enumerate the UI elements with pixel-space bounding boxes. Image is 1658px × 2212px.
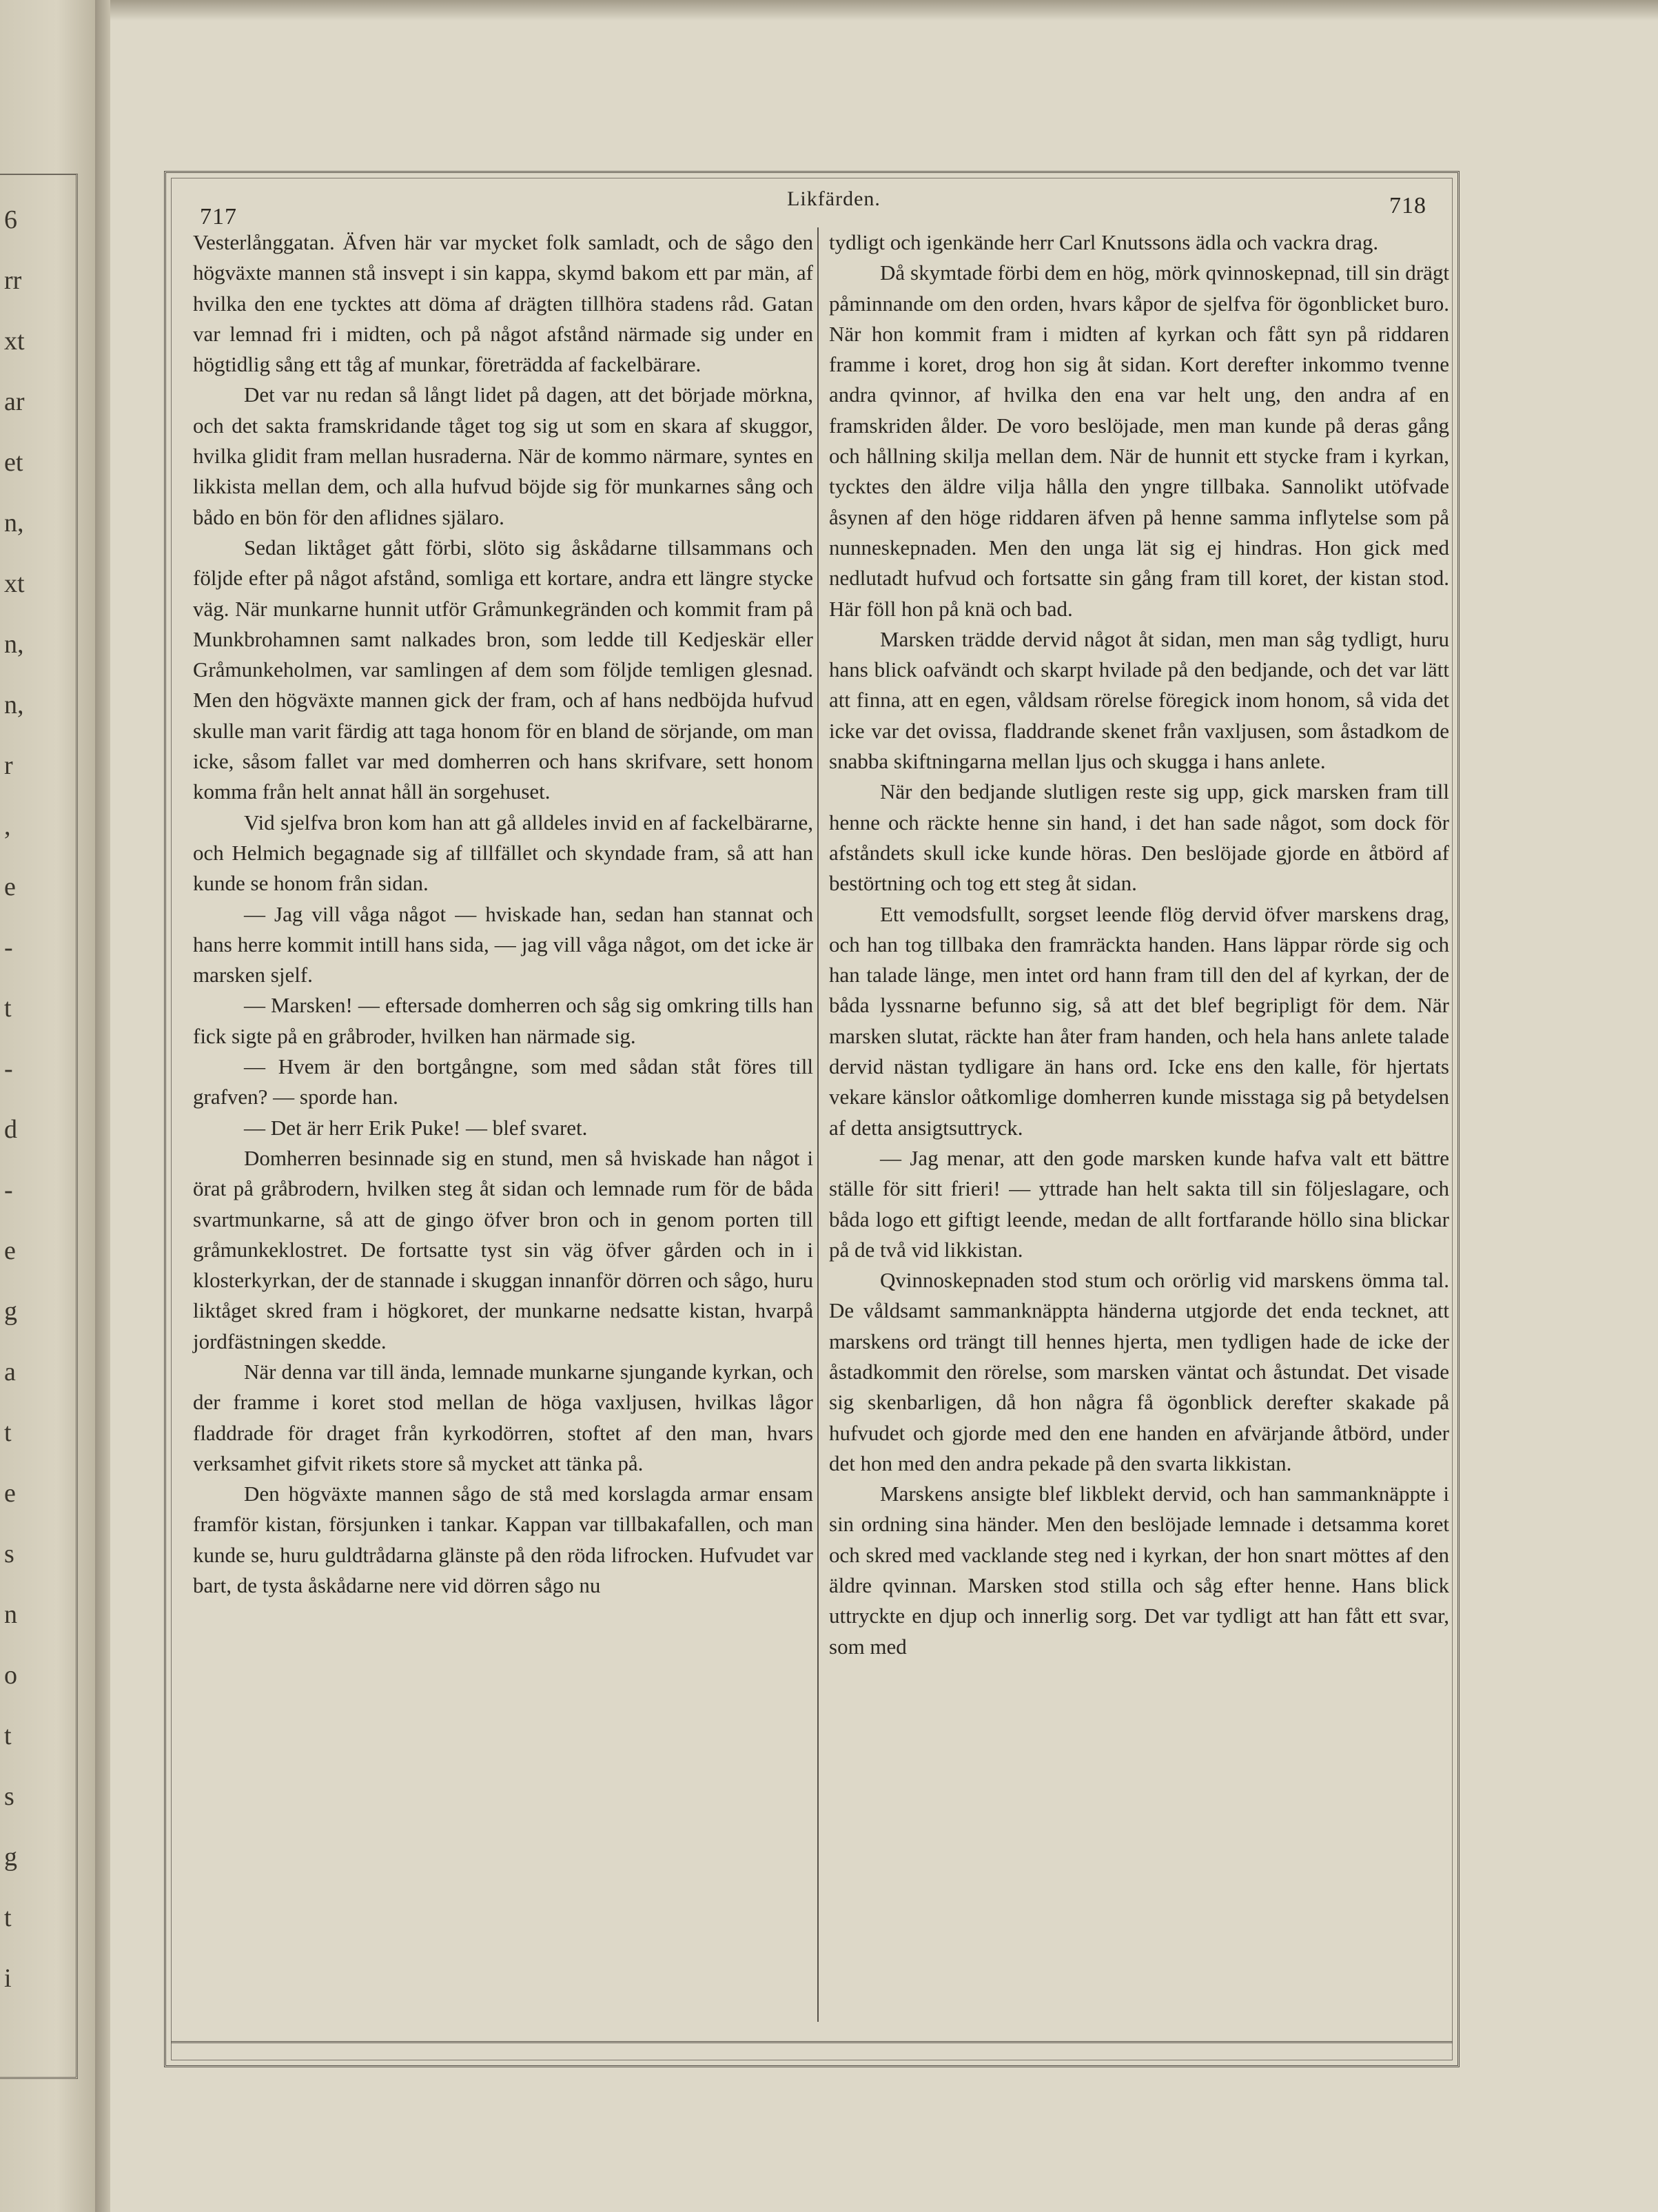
previous-page-fragment: n,: [4, 630, 24, 659]
previous-page-fragment: a: [4, 1358, 16, 1386]
previous-page-fragment: e: [4, 872, 16, 901]
previous-page-fragment: g: [4, 1297, 17, 1326]
left-page-number: 717: [200, 204, 237, 229]
previous-page-fragment: e: [4, 1236, 16, 1265]
running-title: Likfärden.: [787, 187, 881, 210]
paragraph: Qvinnoskepnaden stod stum och orörlig vid marskens ömma tal. De våldsamt sammanknäppta händerna utgjorde det enda tecknet, att marskens ord trängt till hennes hjerta, men tydligen hade de icke der åstadkommit den rörelse, som marsken väntat och åstundat. Det visade sig skenbarligen, då hon några få ögonblick derefter skakade på hufvudet och gjorde med den ene handen en afvärjande åtbörd, under det hon med den andra pekade på den svarta likkistan.: [829, 1268, 1449, 1475]
previous-page-fragment: xt: [4, 569, 25, 598]
previous-page-fragment: o: [4, 1661, 17, 1690]
bottom-rule: [171, 2041, 1453, 2043]
column-divider: [817, 227, 819, 2022]
paragraph: Sedan liktåget gått förbi, slöto sig åskådarne tillsammans och följde efter på något afstånd, somliga ett kortare, andra ett längre stycke väg. När munkarne hunnit utför Gråmunkegränden och kommit fram på Munkbrohamnen samt nalkades bron, som ledde till Kedjeskär eller Gråmunkeholmen, var samlingen af dem som följde temligen glesnad. Men den högväxte mannen gick der fram, och af hans nedböjda hufvud skulle man varit färdig att taga honom för en bland de sörjande, om man icke, såsom fallet var med domherren och hans skrifvare, sett honom komma från helt annat håll än sorgehuset.: [193, 535, 813, 804]
previous-page-fragment: t: [4, 1418, 12, 1447]
paragraph: Marskens ansigte blef likblekt dervid, och han sammanknäppte i sin ordning sina händer. Men den beslöjade lemnade i detsamma koret och skred med vacklande steg ned i kyrkan, der hon snart möttes af den äldre qvinnan. Marsken stod stilla och såg efter henne. Hans blick uttryckte en djup och innerlig sorg. Det var tydligt att han fått ett svar, som med: [829, 1482, 1449, 1659]
previous-page-fragment: s: [4, 1782, 14, 1811]
left-column: [193, 227, 813, 1601]
paragraph: Vesterlånggatan. Äfven här var mycket folk samladt, och de sågo den högväxte mannen stå insvept i sin kappa, skymd bakom ett par män, af hvilka den ene tycktes att döma af drägten tillhöra stadens råd. Gatan var lemnad fri i midten, och på något afstånd närmade sig under en högtidlig sång ett tåg af munkar, företrädda af fackelbärare.: [193, 230, 813, 377]
previous-page-fragment: ,: [4, 812, 11, 841]
paragraph: Vid sjelfva bron kom han att gå alldeles invid en af fackelbärarne, och Helmich begagnade sig af tillfället och skyndade fram, så att han kunde se honom från sidan.: [193, 810, 813, 896]
top-edge-shadow: [0, 0, 1658, 21]
paragraph: tydligt och igenkände herr Carl Knutssons ädla och vackra drag.: [829, 230, 1379, 254]
previous-page-fragment: d: [4, 1115, 17, 1144]
paragraph: Den högväxte mannen sågo de stå med korslagda armar ensam framför kistan, försjunken i tankar. Kappan var tillbakafallen, och man kunde se, huru guldtrådarna glänste på den röda lifrocken. Hufvudet var bart, de tysta åskådarne nere vid dörren sågo nu: [193, 1482, 813, 1598]
previous-page-fragment: t: [4, 1903, 12, 1932]
paragraph: När denna var till ända, lemnade munkarne sjungande kyrkan, och der framme i koret stod mellan de höga vaxljusen, hvilkas lågor fladdrade för draget från kyrkodörren, stoftet af den man, hvars verksamhet gifvit rikets store så mycket att tänka på.: [193, 1359, 813, 1475]
previous-page-fragment: n,: [4, 690, 24, 719]
previous-page-fragment: s: [4, 1539, 14, 1568]
previous-page-fragment: -: [4, 1176, 13, 1205]
right-page-number: 718: [1389, 193, 1426, 218]
previous-page-fragment: ar: [4, 387, 25, 416]
previous-page-fragment: et: [4, 448, 23, 477]
previous-page-fragment: xt: [4, 327, 25, 356]
paragraph: — Det är herr Erik Puke! — blef svaret.: [244, 1115, 588, 1140]
previous-page-fragment: n,: [4, 509, 24, 537]
book-gutter: [95, 0, 110, 2212]
paragraph: — Jag vill våga något — hviskade han, sedan han stannat och hans herre kommit intill hans sida, — jag vill våga något, om det icke är marsken sjelf.: [193, 901, 813, 987]
paragraph: — Marsken! — eftersade domherren och såg sig omkring tills han fick sigte på en gråbroder, hvilken han närmade sig.: [193, 993, 813, 1048]
previous-page-fragment: rr: [4, 266, 22, 295]
previous-page-fragment: i: [4, 1964, 12, 1993]
paragraph: Det var nu redan så långt lidet på dagen, att det började mörkna, och det sakta framskridande tåget tog sig ut som en skara af skuggor, hvilka glidit fram mellan husraderna. När de kommo närmare, syntes en likkista mellan dem, och alla hufvud böjde sig för munkarnes sång och bådo en bön för den aflidnes själaro.: [193, 382, 813, 529]
paragraph: — Jag menar, att den gode marsken kunde hafva valt ett bättre ställe för sitt frieri! — yttrade han helt sakta till sin följeslagare, och båda logo ett giftigt leende, medan de allt fortfarande höllo sina blickar på de två vid likkistan.: [829, 1145, 1449, 1262]
paragraph: När den bedjande slutligen reste sig upp, gick marsken fram till henne och räckte henne sin hand, i det han sade något, som dock för afståndets skull icke kunde höras. Den beslöjade gjorde en åtbörd af bestörtning och tog ett steg åt sidan.: [829, 779, 1449, 896]
paragraph: — Hvem är den bortgångne, som med sådan ståt föres till grafven? — sporde han.: [193, 1054, 813, 1109]
previous-page-fragment: -: [4, 1054, 13, 1083]
previous-page-fragment: -: [4, 933, 13, 962]
previous-page-edge: [0, 0, 95, 2212]
previous-page-fragment: e: [4, 1479, 16, 1508]
previous-page-fragment: r: [4, 751, 13, 780]
previous-page-fragment: t: [4, 1721, 12, 1750]
right-column: [829, 227, 1449, 1662]
paragraph: Marsken trädde dervid något åt sidan, men man såg tydligt, huru hans blick oafvändt och skarpt hvilade på den bedjande, och det var lätt att finna, att en egen, våldsam rörelse föregick inom honom, så vida det icke var det ovissa, fladdrande skenet från vaxljusen, som åstadkom de snabba skiftningarna mellan ljus och skugga i hans anlete.: [829, 626, 1449, 774]
previous-page-fragment: n: [4, 1600, 17, 1629]
previous-page-fragment: t: [4, 994, 12, 1023]
previous-page-fragment: g: [4, 1843, 17, 1872]
paragraph: Då skymtade förbi dem en hög, mörk qvinnoskepnad, till sin drägt påminnande om den orden, hvars kåpor de sjelfva för ögonblicket buro. När hon kommit fram i midten af kyrkan och fått syn på riddaren framme i koret, drog hon sig åt sidan. Kort derefter inkommo tvenne andra qvinnor, af hvilka den ena var helt ung, den andra af en framskriden ålder. De voro beslöjade, men man kunde på deras gång och hållning skilja mellan dem. När de hunnit ett stycke fram i kyrkan, tycktes den äldre vilja hålla den yngre tillbaka. Sannolikt utöfvade åsynen af den höge riddaren äfven på henne samma inflytelse som på nunneskepnaden. Men den unga lät sig ej hindras. Hon gick med nedlutadt hufvud och fortsatte sin gång fram till koret, der kistan stod. Här föll hon på knä och bad.: [829, 260, 1449, 621]
paragraph: Ett vemodsfullt, sorgset leende flög dervid öfver marskens drag, och han tog tillbaka den framräckta handen. Hans läppar rörde sig och han talade länge, men intet ord hann fram till den del af kyrkan, der de båda lyssnarne befunno sig, så att det blef begripligt för dem. När marsken slutat, räckte han åter fram handen, och hela hans anlete talade dervid nästan tydligare än hans ord. Icke ens den kalle, för hjertats vekare känslor oåtkomlige domherren kunde misstaga sig på betydelsen af detta ansigtsuttryck.: [829, 901, 1449, 1140]
paragraph: Domherren besinnade sig en stund, men så hviskade han något i örat på gråbrodern, hvilken steg åt sidan och lemnade rum för de båda svartmunkarne, så att de gingo öfver bron och in genom porten till gråmunkeklostret. De fortsatte tyst sin väg öfver gården och in i klosterkyrkan, der de stannade i skuggan innanför dörren och sågo, huru liktåget skred fram i högkoret, der munkarne nedsatte kistan, hvarpå jordfästningen skedde.: [193, 1145, 813, 1353]
previous-page-fragment: 6: [4, 205, 17, 234]
